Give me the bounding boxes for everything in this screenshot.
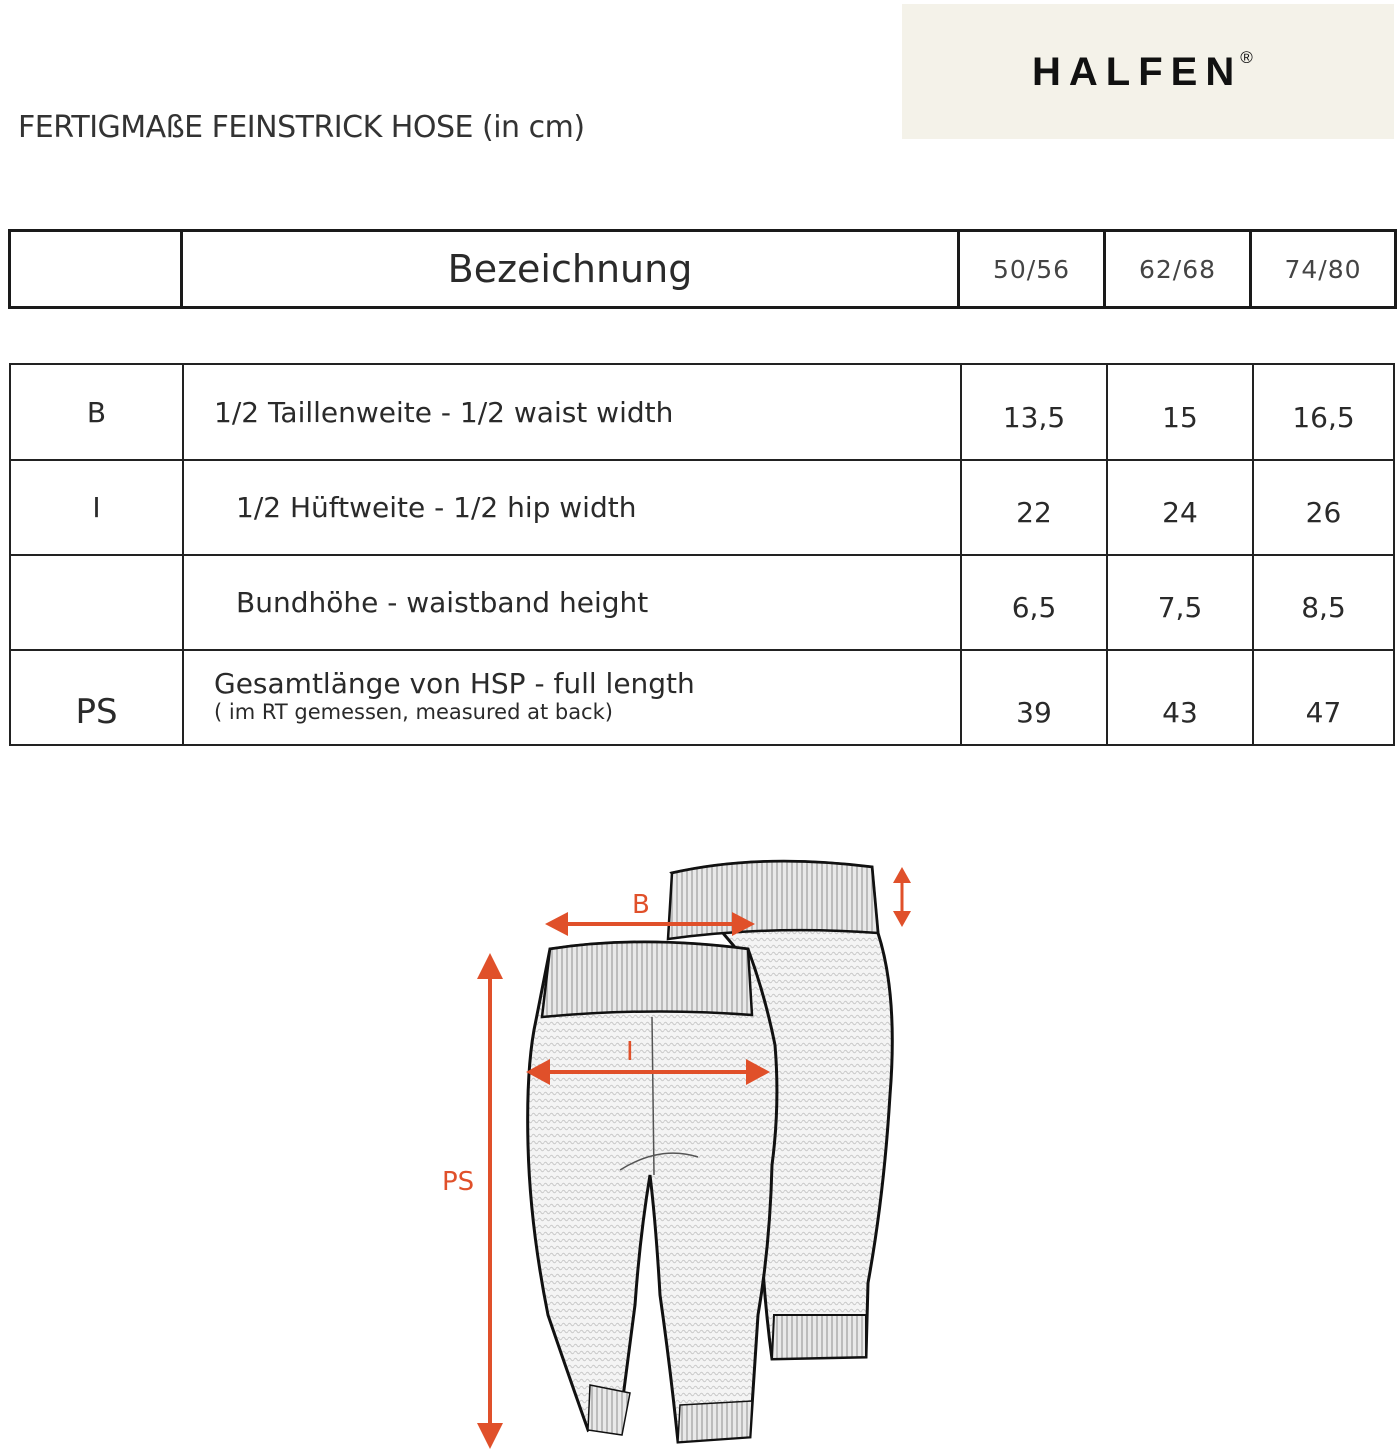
row-code: PS	[10, 650, 183, 745]
pants-diagram	[430, 845, 950, 1455]
table-row	[10, 460, 1394, 555]
row-description: Gesamtlänge von HSP - full length	[214, 667, 695, 700]
header-row	[10, 231, 1396, 308]
measurements-table	[9, 363, 1395, 746]
row-code: I	[10, 460, 183, 555]
row-description-cell	[183, 650, 961, 745]
header-label: Bezeichnung	[182, 231, 959, 308]
row-code	[10, 555, 183, 650]
table-row	[10, 364, 1394, 460]
waistband-arrow	[893, 867, 911, 927]
row-value: 13,5	[961, 364, 1107, 460]
row-value: 15	[1107, 364, 1253, 460]
page-title: FERTIGMAßE FEINSTRICK HOSE (in cm)	[18, 110, 585, 145]
brand-name: HALFEN	[1032, 50, 1243, 94]
table-row	[10, 650, 1394, 745]
row-value: 24	[1107, 460, 1253, 555]
row-description: 1/2 Hüftweite - 1/2 hip width	[183, 460, 961, 555]
length-arrow	[477, 953, 503, 1449]
header-size-3: 74/80	[1251, 231, 1396, 308]
row-value: 43	[1107, 650, 1253, 745]
row-description: 1/2 Taillenweite - 1/2 waist width	[183, 364, 961, 460]
row-value: 47	[1253, 650, 1394, 745]
table-row	[10, 555, 1394, 650]
header-code-cell	[10, 231, 182, 308]
row-value: 22	[961, 460, 1107, 555]
row-value: 8,5	[1253, 555, 1394, 650]
row-value: 39	[961, 650, 1107, 745]
header-table	[8, 229, 1397, 309]
front-pants-drawing	[528, 942, 777, 1442]
row-value: 26	[1253, 460, 1394, 555]
row-value: 6,5	[961, 555, 1107, 650]
length-label: PS	[442, 1167, 475, 1197]
hip-label: I	[626, 1037, 634, 1067]
header-size-2: 62/68	[1105, 231, 1251, 308]
row-value: 7,5	[1107, 555, 1253, 650]
waist-label: B	[632, 890, 650, 920]
brand-logo	[1032, 50, 1253, 95]
row-note: ( im RT gemessen, measured at back)	[214, 700, 613, 724]
row-code: B	[10, 364, 183, 460]
row-description: Bundhöhe - waistband height	[183, 555, 961, 650]
header-size-1: 50/56	[959, 231, 1105, 308]
registered-mark: ®	[1240, 48, 1253, 67]
row-value: 16,5	[1253, 364, 1394, 460]
